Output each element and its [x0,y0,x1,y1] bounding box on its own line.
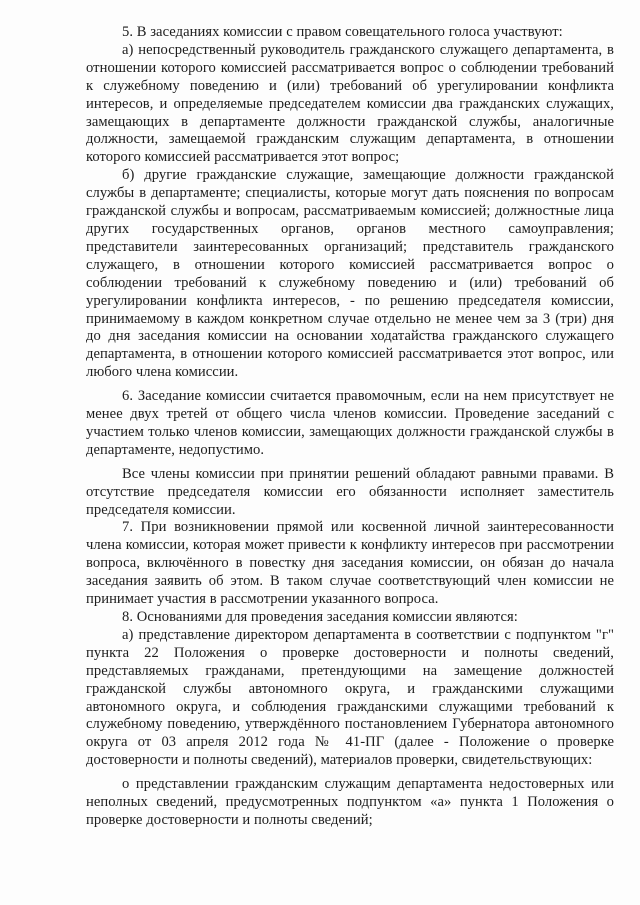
paragraph-6-equal-rights: Все члены комиссии при принятии решений обладают равными правами. В отсутствие председателя комиссии его обязанности исполняет заместитель председателя комиссии. [86,465,614,518]
paragraph-8a-item-1: о представлении гражданским служащим департамента недостоверных или неполных сведений, предусмотренных подпунктом «а» пункта 1 Положения о проверке достоверности и полноты сведений; [86,776,614,828]
paragraph-5b: б) другие гражданские служащие, замещающие должности гражданской службы в департаменте; специалисты, которые могут дать пояснения по вопросам гражданской службы и вопросам, рассматриваемым комиссией; должностные лица других государственных органов, органов местного самоуправления; представители заинтересованных организаций; представитель гражданского служащего, в отношении которого комиссией рассматривается вопрос о соблюдении требований к служебному поведению и (или) требований об урегулировании конфликта интересов, - по решению председателя комиссии, принимаемому в каждом конкретном случае отдельно не менее чем за 3 (три) дня до дня заседания комиссии на основании ходатайства гражданского служащего департамента, в отношении которого комиссией рассматривается этот вопрос, или любого члена комиссии. [86,167,614,381]
paragraph-8a: а) представление директором департамента в соответствии с подпунктом "г" пункта 22 Положения о проверке достоверности и полноты сведений, представляемых гражданами, претендующими на замещение должностей гражданской службы автономного округа, и гражданскими служащими автономного округа, и соблюдения гражданскими служащими требований к служебному поведению, утверждённого постановлением Губернатора автономного округа от 03 апреля 2012 года № 41-ПГ (далее - Положение о проверке достоверности и полноты сведений), материалов проверки, свидетельствующих: [86,626,614,769]
paragraph-5a: а) непосредственный руководитель гражданского служащего департамента, в отношении которого комиссией рассматривается вопрос о соблюдении требований к служебному поведению и (или) требований об урегулировании конфликта интересов, и определяемые председателем комиссии два гражданских служащих, замещающих в департаменте должности гражданской службы, аналогичные должности, замещаемой гражданским служащим департамента, в отношении которого комиссией рассматривается этот вопрос; [86,41,614,166]
paragraph-5-intro: 5. В заседаниях комиссии с правом совещательного голоса участвуют: [122,24,563,40]
paragraph-6: 6. Заседание комиссии считается правомочным, если на нем присутствует не менее двух третей от общего числа членов комиссии. Проведение заседаний с участием только членов комиссии, замещающих должности гражданской службы в департаменте, недопустимо. [86,388,614,458]
document-body [86,24,614,830]
paragraph-8-intro: 8. Основаниями для проведения заседания комиссии являются: [122,609,518,625]
paragraph-7: 7. При возникновении прямой или косвенной личной заинтересованности члена комиссии, которая может привести к конфликту интересов при рассмотрении вопроса, включённого в повестку дня заседания комиссии, он обязан до начала заседания заявить об этом. В таком случае соответствующий член комиссии не принимает участия в рассмотрении указанного вопроса. [86,519,614,608]
